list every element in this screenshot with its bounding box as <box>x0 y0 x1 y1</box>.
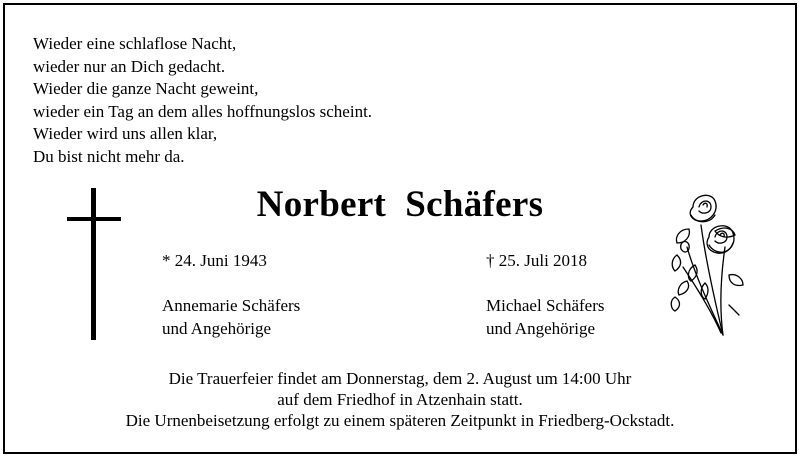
service-line: Die Urnenbeisetzung erfolgt zu einem späteren Zeitpunkt in Friedberg-Ockstadt. <box>125 411 675 430</box>
poem-line: Wieder eine schlaflose Nacht, <box>33 34 237 53</box>
birth-date: * 24. Juni 1943 <box>162 251 267 270</box>
mourner-relation: und Angehörige <box>162 319 272 338</box>
poem-line: wieder ein Tag an dem alles hoffnungslos scheint. <box>33 101 373 121</box>
roses-icon <box>665 185 751 343</box>
poem-line: Wieder die ganze Nacht geweint, <box>33 79 259 98</box>
poem-line: wieder nur an Dich gedacht. <box>33 56 226 76</box>
service-line: auf dem Friedhof in Atzenhain statt. <box>277 390 523 409</box>
poem-line: Du bist nicht mehr da. <box>33 146 185 166</box>
service-information <box>5 368 795 431</box>
mourner-relation: und Angehörige <box>486 319 596 338</box>
service-line: Die Trauerfeier findet am Donnerstag, dem 2. August um 14:00 Uhr <box>168 369 632 388</box>
obituary-notice <box>3 3 797 454</box>
death-date: † 25. Juli 2018 <box>486 251 588 270</box>
mourner-name: Annemarie Schäfers <box>162 296 301 315</box>
poem-line: Wieder wird uns allen klar, <box>33 124 218 143</box>
mourners-left <box>162 294 300 340</box>
mourners-right <box>486 294 604 340</box>
mourner-name: Michael Schäfers <box>486 296 605 315</box>
memorial-poem <box>33 33 372 168</box>
deceased-name: Norbert Schäfers <box>256 184 544 225</box>
